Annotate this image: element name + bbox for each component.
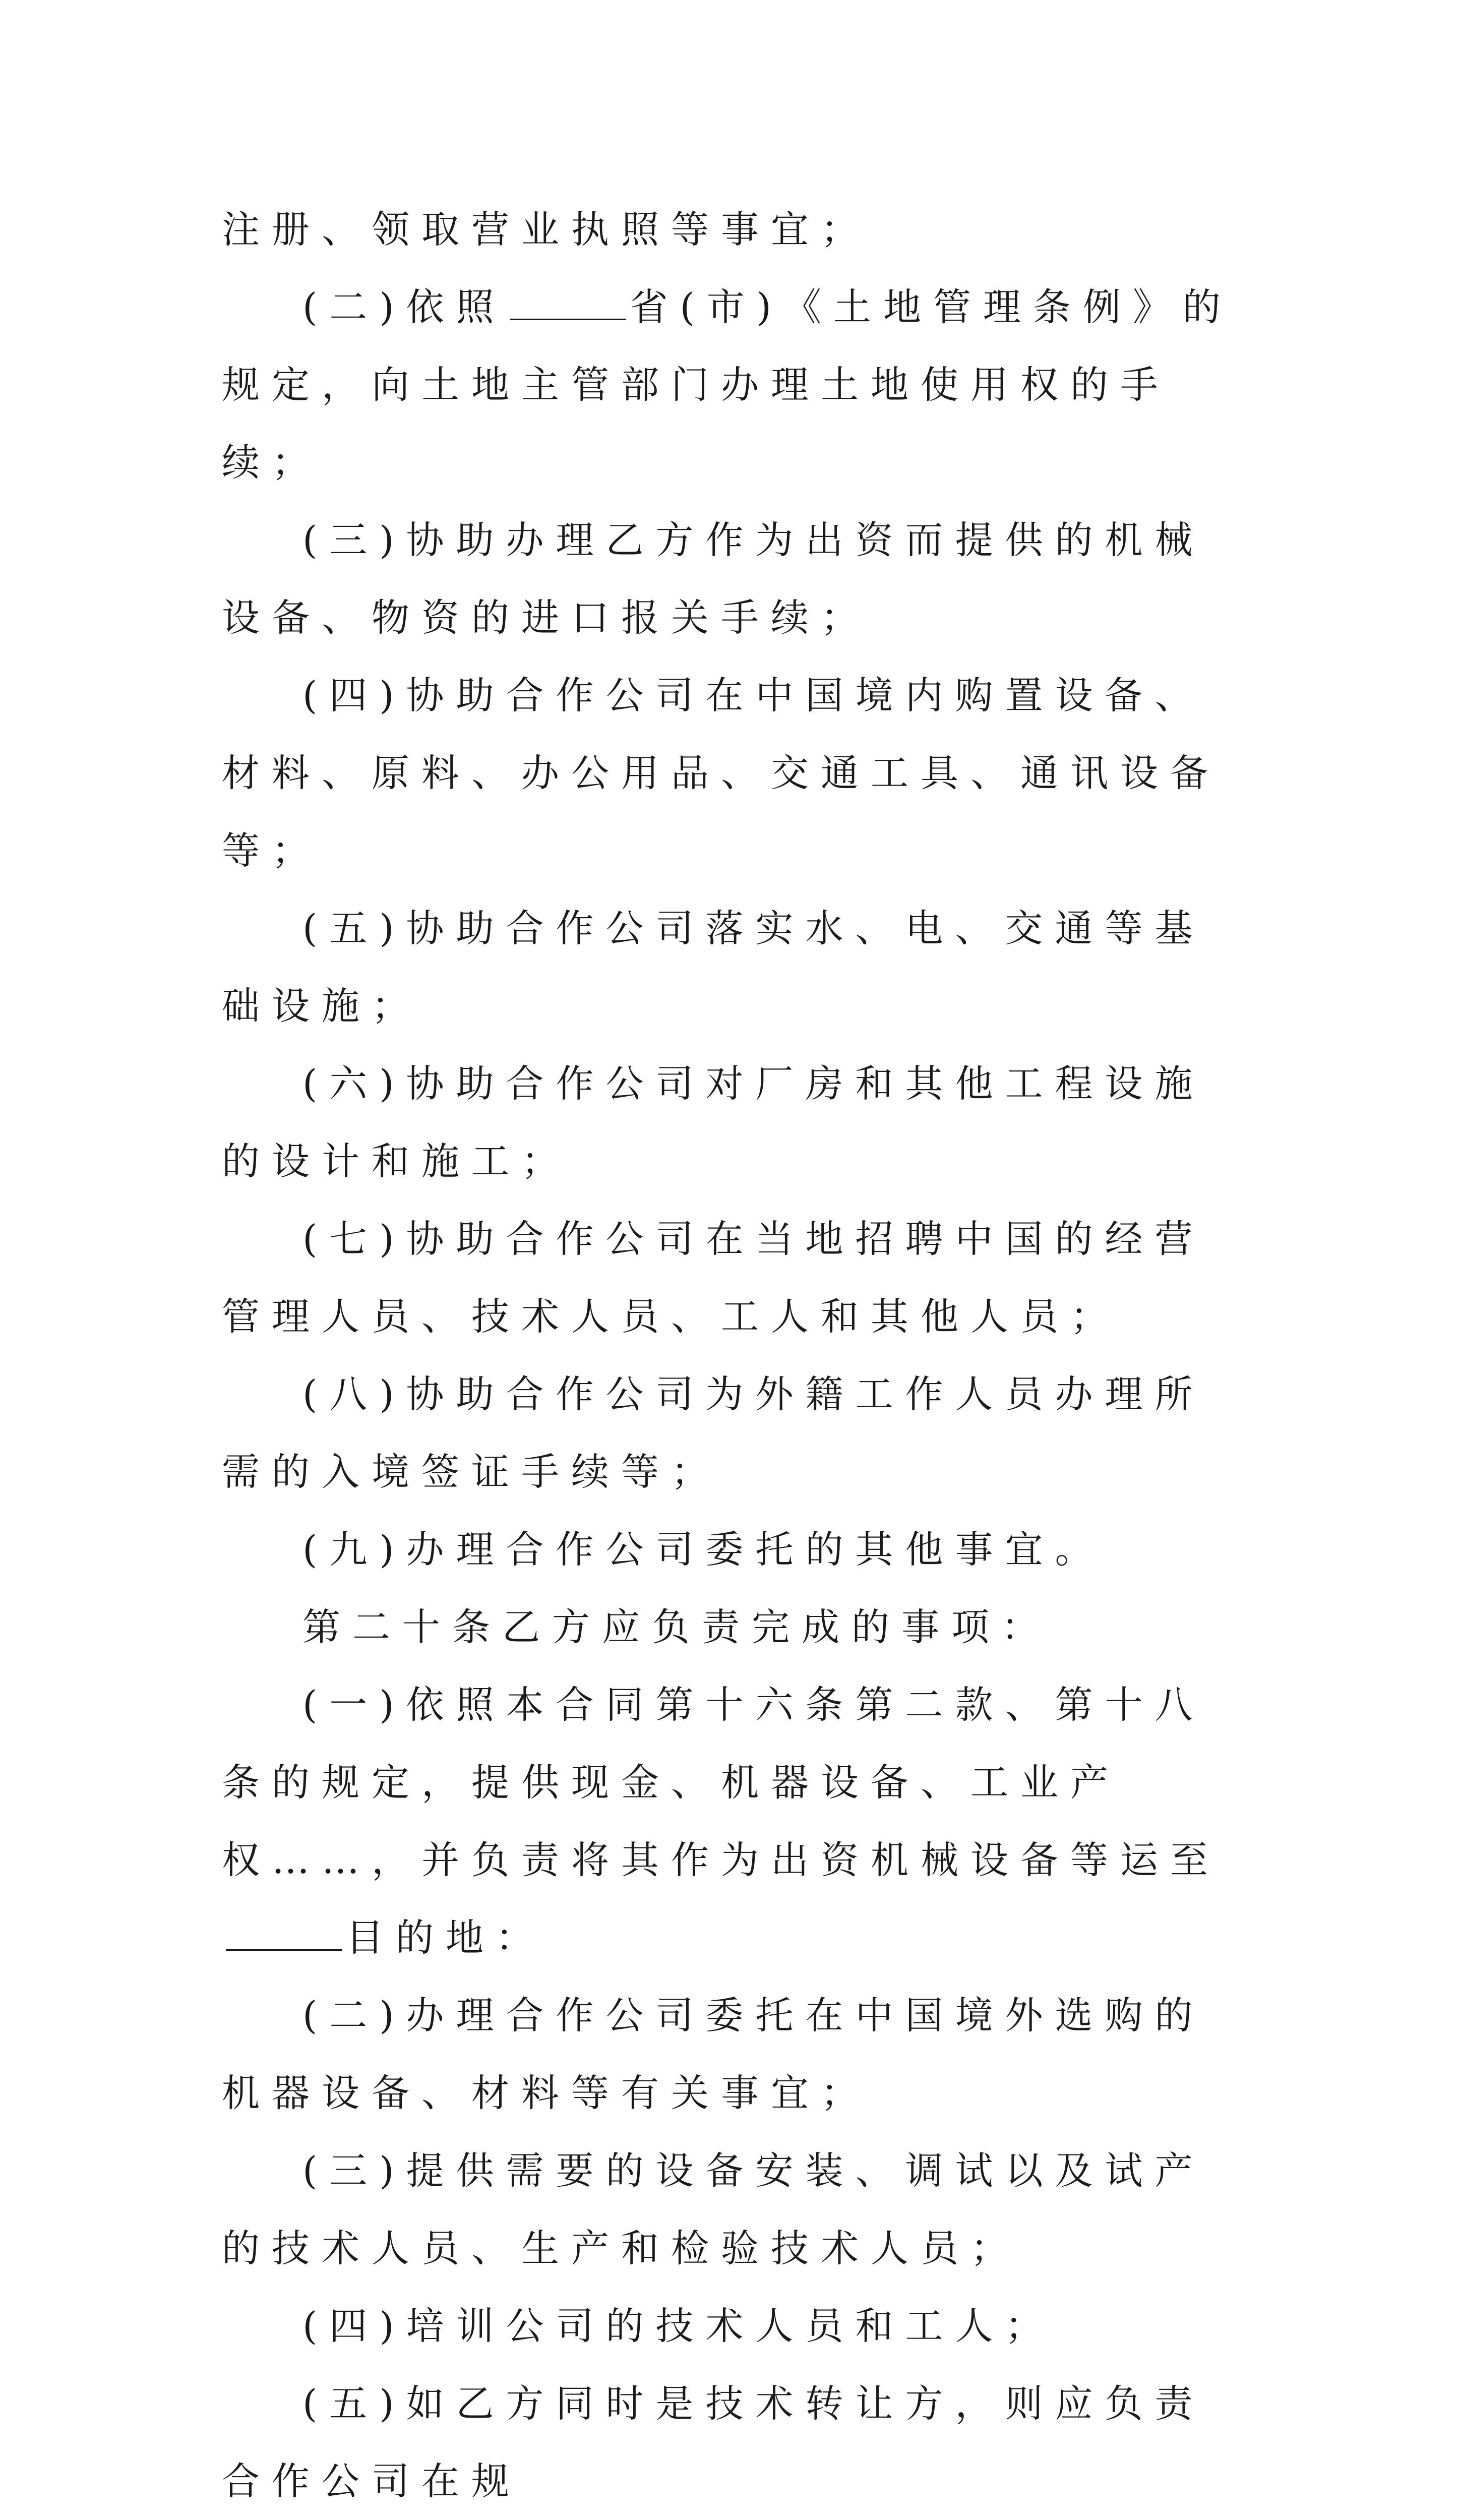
- paragraph: 注册、领取营业执照等事宜；: [222, 207, 871, 252]
- paragraph-text: 目的地：: [346, 1915, 546, 1960]
- paragraph-text: 省(市)《土地管理条例》的规定，向土地主管部门办理土地使用权的手续；: [222, 285, 1233, 485]
- paragraph: (六)协助合作公司对厂房和其他工程设施的设计和施工；: [222, 1061, 1205, 1183]
- paragraph: (四)培训公司的技术人员和工人；: [302, 2304, 1055, 2348]
- paragraph-text: (二)依照: [302, 285, 506, 329]
- paragraph-with-blank: [222, 1666, 1250, 1976]
- paragraph: (八)协助合作公司为外籍工作人员办理所需的入境签证手续等；: [222, 1372, 1205, 1494]
- fill-in-blank: [226, 1919, 342, 1951]
- paragraph-with-blank: [222, 268, 1250, 501]
- paragraph: (五)如乙方同时是技术转让方，则应负责合作公司在规: [222, 2381, 1205, 2503]
- paragraph: (九)办理合作公司委托的其他事宜。: [302, 1527, 1105, 1572]
- paragraph-text: (一)依照本合同第十六条第二款、第十八条的规定，提供现金、机器设备、工业产权……，并负责将其作为出资机械设备等运至: [222, 1683, 1221, 1882]
- paragraph: (四)协助合作公司在中国境内购置设备、材料、原料、办公用品、交通工具、通讯设备等；: [222, 673, 1221, 873]
- paragraph: (三)提供需要的设备安装、调试以及试产的技术人员、生产和检验技术人员；: [222, 2148, 1205, 2270]
- paragraph: (三)协助办理乙方作为出资而提供的机械设备、物资的进口报关手续；: [222, 518, 1205, 640]
- article-heading: 第二十条乙方应负责完成的事项：: [302, 1605, 1052, 1649]
- fill-in-blank: [510, 288, 626, 320]
- paragraph: (五)协助合作公司落实水、电、交通等基础设施；: [222, 906, 1205, 1028]
- paragraph: (七)协助合作公司在当地招聘中国的经营管理人员、技术人员、工人和其他人员；: [222, 1217, 1205, 1339]
- paragraph: (二)办理合作公司委托在中国境外选购的机器设备、材料等有关事宜；: [222, 1993, 1205, 2115]
- document-body: [222, 191, 1250, 2520]
